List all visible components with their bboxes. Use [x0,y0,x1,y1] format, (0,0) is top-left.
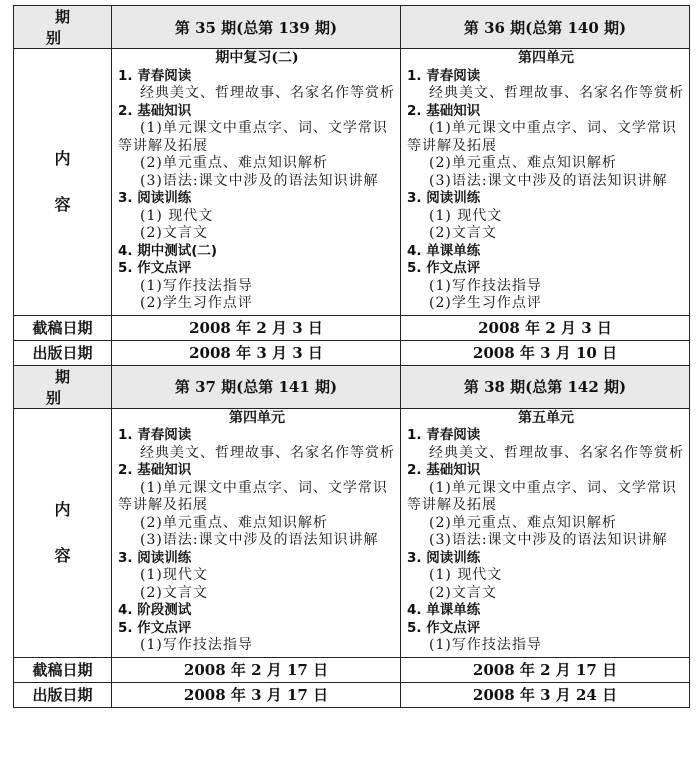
publish-row [14,340,690,365]
publish-label: 出版日期 [14,340,112,365]
unit-heading: 第五单元 [518,409,574,426]
publish-label: 出版日期 [14,682,112,707]
content-line: (3)语法:课文中涉及的语法知识讲解 [429,172,668,189]
content-line: 经典美文、哲理故事、名家名作等赏析 [140,85,395,101]
section-heading: 3. 阅读训练 [118,190,192,206]
section-heading: 1. 青春阅读 [407,427,481,443]
section-heading: 4. 期中测试(二) [118,242,218,259]
period-label: 期 别 [14,365,112,408]
deadline-date: 2008 年 2 月 17 日 [401,657,690,682]
section-heading: 1. 青春阅读 [407,67,481,84]
issue-schedule-table [13,5,690,708]
issue-content [401,408,690,657]
section-heading: 4. 单课单练 [407,602,481,618]
content-line: (1)单元课文中重点字、词、文学常识等讲解及拓展 [407,479,677,513]
unit-heading: 第四单元 [518,50,574,66]
deadline-row [14,657,690,682]
section-heading: 5. 作文点评 [407,619,481,636]
section-heading: 3. 阅读训练 [407,549,481,566]
content-label-char: 容 [54,545,71,565]
issue-content [401,49,690,316]
content-line: (2)文言文 [140,584,208,601]
period-header-row [14,6,690,49]
section-heading: 2. 基础知识 [407,102,481,119]
deadline-date: 2008 年 2 月 3 日 [112,315,401,340]
section-heading: 5. 作文点评 [118,619,192,636]
content-label [14,49,112,316]
content-line: (3)语法:课文中涉及的语法知识讲解 [429,532,668,548]
unit-heading: 期中复习(二) [215,50,299,66]
issue-content [112,408,401,657]
section-heading: 3. 阅读训练 [407,190,481,206]
content-line: (2)学生习作点评 [429,295,542,311]
section-heading: 5. 作文点评 [407,260,481,276]
content-label-char: 内 [54,148,71,168]
issue-title: 第 35 期(总第 139 期) [112,6,401,49]
content-line: (1) 现代文 [429,207,503,224]
content-line: 经典美文、哲理故事、名家名作等赏析 [429,444,684,461]
content-line: (2)文言文 [429,225,497,241]
period-label: 期 别 [14,6,112,49]
section-heading: 2. 基础知识 [407,462,481,478]
content-line: (2)单元重点、难点知识解析 [429,155,617,171]
content-line: (1) 现代文 [140,207,214,224]
content-line: 经典美文、哲理故事、名家名作等赏析 [429,85,684,101]
content-label-char: 内 [54,499,71,519]
content-line: (1)单元课文中重点字、词、文学常识等讲解及拓展 [118,479,388,513]
content-line: (1)写作技法指导 [140,637,253,653]
content-line: (2)单元重点、难点知识解析 [429,514,617,531]
publish-date: 2008 年 3 月 24 日 [401,682,690,707]
content-row [14,408,690,657]
content-line: (1)单元课文中重点字、词、文学常识等讲解及拓展 [118,120,388,154]
period-header-row [14,365,690,408]
deadline-date: 2008 年 2 月 3 日 [401,315,690,340]
content-line: (1) 现代文 [429,567,503,583]
issue-title: 第 37 期(总第 141 期) [112,365,401,408]
deadline-label: 截稿日期 [14,657,112,682]
content-label-char: 容 [54,194,71,214]
publish-row [14,682,690,707]
issue-title: 第 36 期(总第 140 期) [401,6,690,49]
section-heading: 1. 青春阅读 [118,427,192,443]
content-label [14,408,112,657]
content-line: (1)现代文 [140,567,208,583]
section-heading: 2. 基础知识 [118,102,192,119]
content-line: (2)单元重点、难点知识解析 [140,155,328,171]
publish-date: 2008 年 3 月 17 日 [112,682,401,707]
content-line: (1)写作技法指导 [429,637,542,653]
section-heading: 2. 基础知识 [118,462,192,478]
content-line: 经典美文、哲理故事、名家名作等赏析 [140,444,395,461]
unit-heading: 第四单元 [229,409,285,426]
section-heading: 4. 单课单练 [407,242,481,259]
section-heading: 3. 阅读训练 [118,549,192,566]
section-heading: 5. 作文点评 [118,260,192,276]
content-line: (2)文言文 [429,584,497,601]
content-line: (1)写作技法指导 [140,277,253,294]
deadline-label: 截稿日期 [14,315,112,340]
content-line: (3)语法:课文中涉及的语法知识讲解 [140,532,379,548]
content-line: (3)语法:课文中涉及的语法知识讲解 [140,172,379,189]
content-line: (2)文言文 [140,225,208,241]
publish-date: 2008 年 3 月 10 日 [401,340,690,365]
issue-content [112,49,401,316]
section-heading: 1. 青春阅读 [118,67,192,84]
content-row [14,49,690,316]
deadline-row [14,315,690,340]
issue-title: 第 38 期(总第 142 期) [401,365,690,408]
content-line: (2)学生习作点评 [140,295,253,311]
deadline-date: 2008 年 2 月 17 日 [112,657,401,682]
publish-date: 2008 年 3 月 3 日 [112,340,401,365]
content-line: (2)单元重点、难点知识解析 [140,514,328,531]
content-line: (1)单元课文中重点字、词、文学常识等讲解及拓展 [407,120,677,154]
section-heading: 4. 阶段测试 [118,602,192,618]
content-line: (1)写作技法指导 [429,277,542,294]
